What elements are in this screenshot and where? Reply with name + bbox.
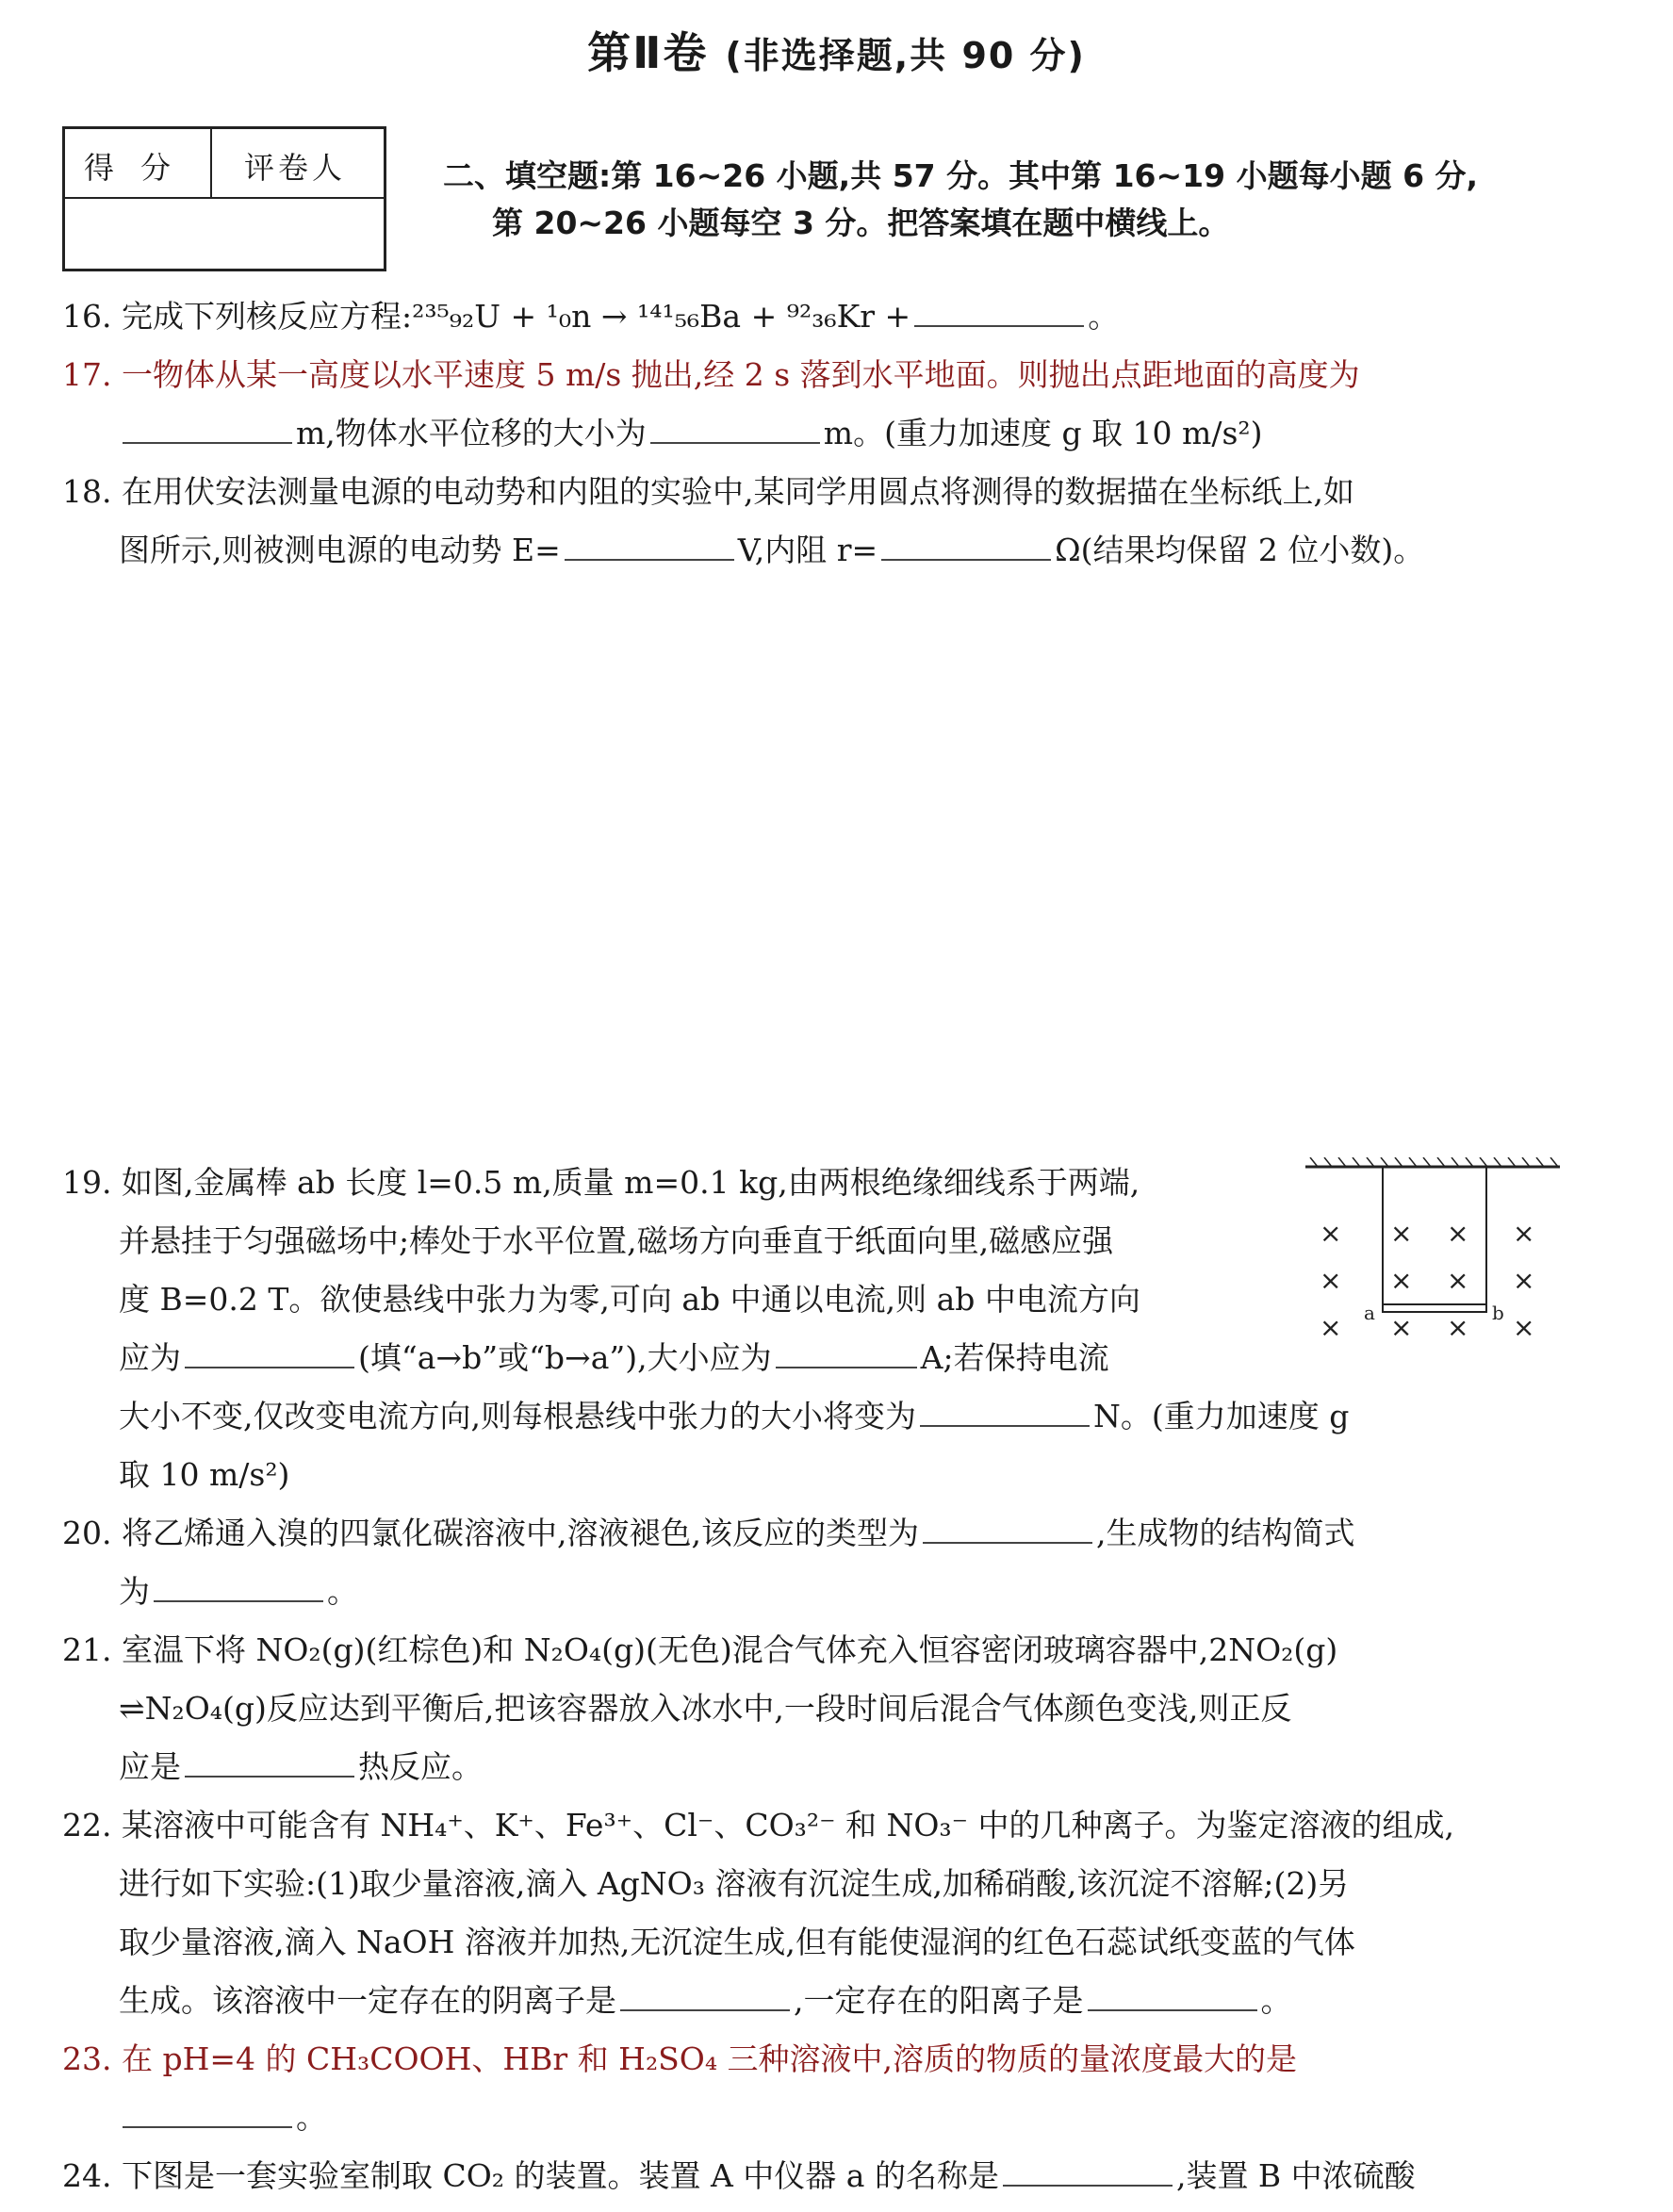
q19-line-4c: A;若保持电流 <box>920 1339 1109 1376</box>
question-23 <box>62 2030 1570 2147</box>
q16-answer-blank[interactable] <box>914 297 1084 327</box>
cross-4: × <box>1513 1218 1535 1249</box>
section-line-1: 二、填空题:第 16~26 小题,共 57 分。其中第 16~19 小题每小题 6 分, <box>443 157 1479 194</box>
q19-blank-current[interactable] <box>776 1338 917 1368</box>
q24-line-1a: 24. 下图是一套实验室制取 CO₂ 的装置。装置 A 中仪器 a 的名称是 <box>62 2157 999 2194</box>
q22-line-2: 进行如下实验:(1)取少量溶液,滴入 AgNO₃ 溶液有沉淀生成,加稀硝酸,该沉淀不溶解;(2)另 <box>119 1865 1350 1902</box>
question-21 <box>62 1621 1570 1796</box>
q18-line-2c: Ω(结果均保留 2 位小数)。 <box>1055 532 1425 568</box>
question-16 <box>62 287 1570 346</box>
q20-line-2b: 。 <box>327 1573 358 1610</box>
q17-blank-height[interactable] <box>123 414 292 444</box>
q19-blank-direction[interactable] <box>185 1338 354 1368</box>
section-instructions <box>443 153 1555 247</box>
magnetic-field-figure <box>1305 1157 1560 1346</box>
q20-line-1a: 20. 将乙烯通入溴的四氯化碳溶液中,溶液褪色,该反应的类型为 <box>62 1515 919 1551</box>
q17-line-1: 17. 一物体从某一高度以水平速度 5 m/s 抛出,经 2 s 落到水平地面。则抛出点距地面的高度为 <box>62 356 1360 393</box>
title-main: 第Ⅱ卷 <box>587 27 709 78</box>
q19-line-3: 度 B=0.2 T。欲使悬线中张力为零,可向 ab 中通以电流,则 ab 中电流方向 <box>119 1281 1140 1318</box>
grader-label: 评卷人 <box>244 150 347 186</box>
q19-line-5a: 大小不变,仅改变电流方向,则每根悬线中张力的大小将变为 <box>119 1398 916 1434</box>
score-box-divider <box>210 129 212 197</box>
q22-line-4c: 。 <box>1260 1982 1292 2019</box>
q19-line-1: 19. 如图,金属棒 ab 长度 l=0.5 m,质量 m=0.1 kg,由两根绝缘细线系于两端, <box>62 1164 1140 1201</box>
q23-blank-answer[interactable] <box>123 2098 292 2128</box>
q21-line-2: ⇌N₂O₄(g)反应达到平衡后,把该容器放入冰水中,一段时间后混合气体颜色变浅,则正反 <box>119 1690 1292 1727</box>
q18-line-2a: 图所示,则被测电源的电动势 E= <box>119 532 561 568</box>
score-label: 得分 <box>84 150 198 186</box>
cross-11: × <box>1447 1312 1469 1343</box>
q18-line-2b: V,内阻 r= <box>737 532 878 568</box>
score-box-rule <box>65 197 384 199</box>
question-24 <box>62 2147 1570 2205</box>
section-line-2: 第 20~26 小题每空 3 分。把答案填在题中横线上。 <box>492 205 1230 241</box>
q21-blank-heat[interactable] <box>185 1747 354 1778</box>
cross-10: × <box>1390 1312 1413 1343</box>
cross-5: × <box>1320 1265 1342 1296</box>
q23-line-1: 23. 在 pH=4 的 CH₃COOH、HBr 和 H₂SO₄ 三种溶液中,溶质的物质的量浓度最大的是 <box>62 2040 1298 2077</box>
field-crosses <box>1320 1218 1534 1343</box>
q18-line-1: 18. 在用伏安法测量电源的电动势和内阻的实验中,某同学用圆点将测得的数据描在坐标纸上,如 <box>62 473 1354 510</box>
label-a: a <box>1364 1302 1375 1324</box>
q18-blank-resistance[interactable] <box>881 531 1051 561</box>
title-subtitle: (非选择题,共 90 分) <box>725 35 1086 76</box>
q20-line-1b: ,生成物的结构简式 <box>1095 1515 1355 1551</box>
cross-1: × <box>1320 1218 1342 1249</box>
q20-line-2a: 为 <box>119 1573 150 1610</box>
cross-8: × <box>1513 1265 1535 1296</box>
q24-line-1b: ,装置 B 中浓硫酸 <box>1175 2157 1416 2194</box>
q20-blank-reaction-type[interactable] <box>923 1514 1092 1544</box>
q22-line-4b: ,一定存在的阳离子是 <box>794 1982 1084 2019</box>
q18-blank-emf[interactable] <box>565 531 734 561</box>
q19-line-5b: N。(重力加速度 g <box>1092 1398 1350 1434</box>
question-17 <box>62 346 1570 463</box>
cross-3: × <box>1447 1218 1469 1249</box>
score-box <box>62 126 386 271</box>
cross-2: × <box>1390 1218 1413 1249</box>
q22-blank-anion[interactable] <box>620 1981 790 2011</box>
q19-line-4b: (填“a→b”或“b→a”),大小应为 <box>358 1339 772 1376</box>
q21-line-3a: 应是 <box>119 1748 181 1785</box>
q23-line-2: 。 <box>296 2099 327 2136</box>
q17-blank-displacement[interactable] <box>650 414 820 444</box>
cross-12: × <box>1513 1312 1535 1343</box>
question-22 <box>62 1796 1570 2030</box>
q19-line-2: 并悬挂于匀强磁场中;棒处于水平位置,磁场方向垂直于纸面向里,磁感应强 <box>119 1222 1114 1259</box>
q19-blank-tension[interactable] <box>920 1397 1090 1427</box>
page-title <box>0 19 1673 81</box>
q21-line-3b: 热反应。 <box>358 1748 483 1785</box>
question-19-cont <box>62 1387 1570 1504</box>
q24-blank-instrument[interactable] <box>1003 2156 1173 2187</box>
question-18 <box>62 463 1570 580</box>
q22-line-3: 取少量溶液,滴入 NaOH 溶液并加热,无沉淀生成,但有能使湿润的红色石蕊试纸变蓝的气体 <box>119 1924 1355 1960</box>
q21-line-1: 21. 室温下将 NO₂(g)(红棕色)和 N₂O₄(g)(无色)混合气体充入恒容密闭玻璃容器中,2NO₂(g) <box>62 1631 1338 1668</box>
q16-end: 。 <box>1088 298 1120 335</box>
q19-line-6: 取 10 m/s²) <box>119 1456 290 1493</box>
rod-diagram <box>1305 1157 1560 1346</box>
q20-blank-structure[interactable] <box>154 1572 323 1602</box>
q22-line-4a: 生成。该溶液中一定存在的阴离子是 <box>119 1982 616 2019</box>
q19-line-4a: 应为 <box>119 1339 181 1376</box>
cross-9: × <box>1320 1312 1342 1343</box>
metal-rod <box>1383 1304 1486 1312</box>
cross-6: × <box>1390 1265 1413 1296</box>
cross-7: × <box>1447 1265 1469 1296</box>
q17-line-2b: m。(重力加速度 g 取 10 m/s²) <box>823 415 1263 451</box>
q16-text: 16. 完成下列核反应方程:²³⁵₉₂U + ¹₀n → ¹⁴¹₅₆Ba + ⁹²₃₆Kr + <box>62 298 911 335</box>
label-b: b <box>1492 1302 1504 1324</box>
q22-blank-cation[interactable] <box>1088 1981 1257 2011</box>
q17-line-2a: m,物体水平位移的大小为 <box>296 415 647 451</box>
question-20 <box>62 1504 1570 1621</box>
q22-line-1: 22. 某溶液中可能含有 NH₄⁺、K⁺、Fe³⁺、Cl⁻、CO₃²⁻ 和 NO₃⁻ 中的几种离子。为鉴定溶液的组成, <box>62 1807 1455 1843</box>
question-19 <box>62 1154 1306 1387</box>
